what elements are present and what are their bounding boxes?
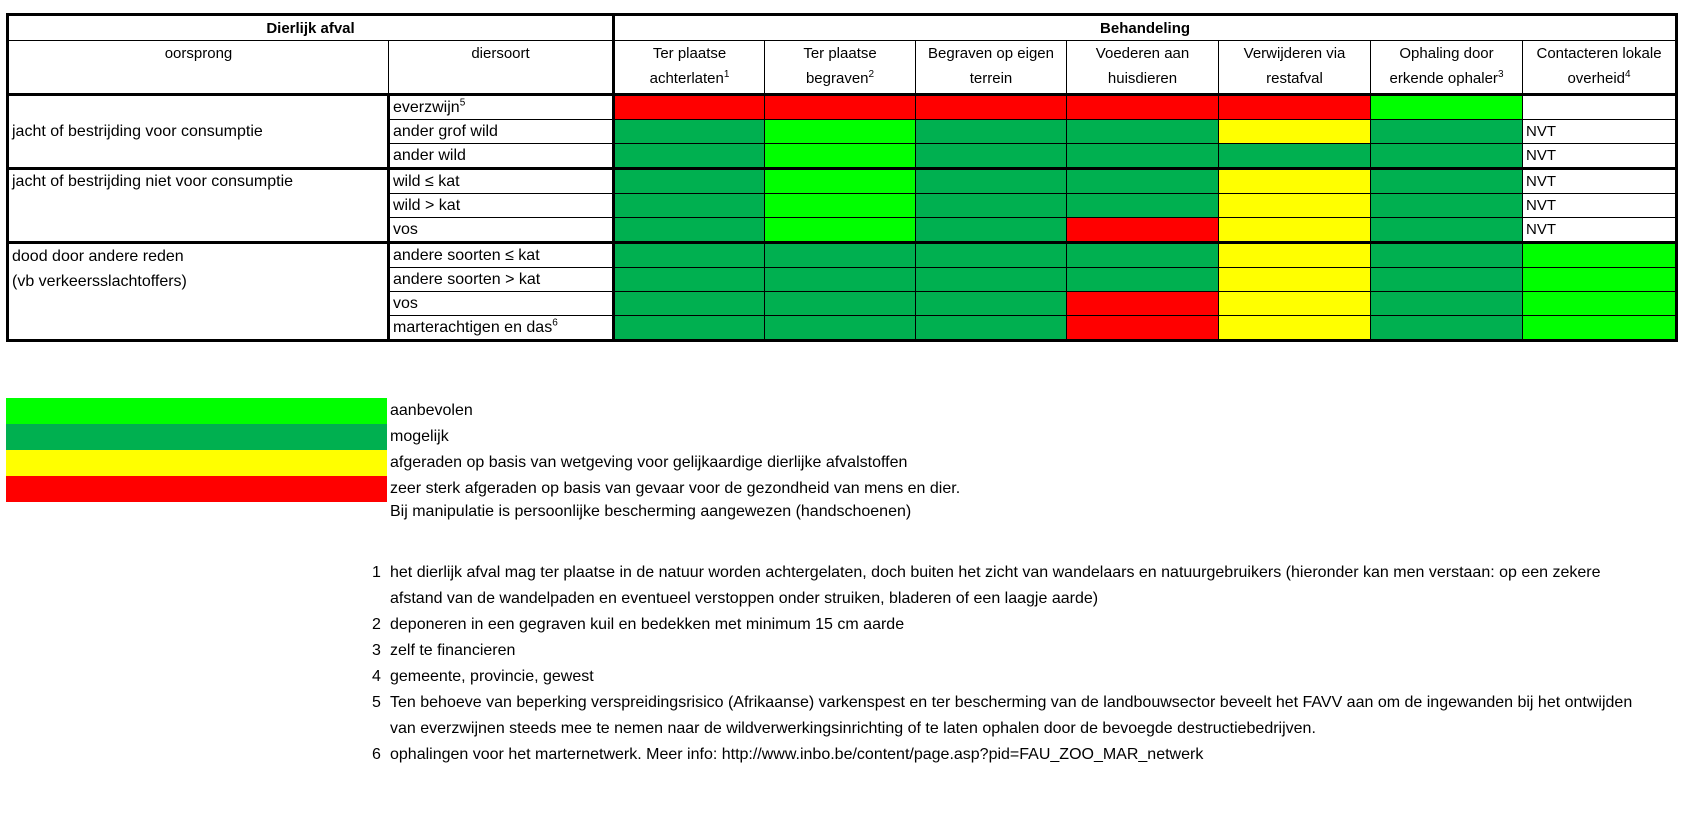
rating-cell [1371, 120, 1523, 144]
rating-cell [1067, 169, 1219, 194]
footnote-item [372, 664, 1640, 690]
rating-cell [1067, 243, 1219, 268]
rating-cell [1523, 292, 1677, 316]
rating-cell [1523, 316, 1677, 341]
footnote-number: 6 [372, 746, 381, 763]
legend-label: mogelijk [390, 428, 449, 445]
footnote-text: Ten behoeve van beperking verspreidingsrisico (Afrikaanse) varkenspest en ter bescherming van de landbouwsector beveelt het FAVV aan om de ingewanden bij het ontwijden van everzwijnen steeds mee te nemen naar de wildverwerkingsinrichting of te laten ophalen door de bevoegde destructiebedrijven. [390, 694, 1633, 737]
rating-cell [1523, 95, 1677, 120]
col-header-treatment: Ter plaatse achterlaten$^1$ [614, 41, 765, 95]
table-row [8, 95, 1677, 120]
legend-item [6, 398, 960, 424]
rating-cell [765, 316, 916, 341]
legend-note: Bij manipulatie is persoonlijke bescherming aangewezen (handschoenen) [390, 503, 912, 520]
rating-cell [1371, 95, 1523, 120]
rating-cell [765, 292, 916, 316]
rating-cell: NVT [1523, 194, 1677, 218]
rating-cell [765, 95, 916, 120]
rating-cell [1067, 218, 1219, 243]
species-cell: marterachtigen en das$^6$ [389, 316, 614, 341]
footnote-marker: 3 [1497, 69, 1504, 80]
species-cell: wild ≤ kat [389, 169, 614, 194]
species-cell: andere soorten > kat [389, 268, 614, 292]
footnote-text: gemeente, provincie, gewest [390, 668, 594, 685]
rating-cell [1067, 292, 1219, 316]
table-row [8, 243, 1677, 268]
rating-cell [614, 120, 765, 144]
footnote-item [372, 690, 1640, 742]
footnote-number: 2 [372, 616, 381, 633]
table-row [8, 169, 1677, 194]
rating-cell [765, 194, 916, 218]
rating-cell: NVT [1523, 120, 1677, 144]
rating-cell [916, 316, 1067, 341]
footnote-text: zelf te financieren [390, 642, 516, 659]
rating-cell [1219, 292, 1371, 316]
species-cell: andere soorten ≤ kat [389, 243, 614, 268]
legend-label: aanbevolen [390, 402, 473, 419]
rating-cell [614, 194, 765, 218]
legend-item [6, 476, 960, 502]
rating-cell [1371, 144, 1523, 169]
rating-cell [1219, 144, 1371, 169]
col-header-treatment: Ter plaatse begraven$^2$ [765, 41, 916, 95]
species-cell: vos [389, 218, 614, 243]
footnote-marker: 2 [868, 69, 875, 80]
col-header-treatment: Voederen aan huisdieren [1067, 41, 1219, 95]
rating-cell [765, 120, 916, 144]
origin-cell: dood door andere reden (vb verkeersslachtoffers) [8, 243, 389, 341]
legend-swatch [6, 476, 387, 502]
col-header-treatment: Verwijderen via restafval [1219, 41, 1371, 95]
rating-cell [1219, 268, 1371, 292]
rating-cell [765, 144, 916, 169]
rating-cell [1067, 144, 1219, 169]
rating-cell [1067, 95, 1219, 120]
col-header-treatment: Contacteren lokale overheid$^4$ [1523, 41, 1677, 95]
legend-label: zeer sterk afgeraden op basis van gevaar voor de gezondheid van mens en dier. [390, 480, 961, 497]
rating-cell [614, 268, 765, 292]
col-header-diersoort: diersoort [389, 41, 614, 95]
legend-swatch [6, 450, 387, 476]
rating-cell [765, 218, 916, 243]
footnote-item [372, 742, 1640, 768]
rating-cell [916, 95, 1067, 120]
rating-cell [614, 144, 765, 169]
rating-cell [916, 144, 1067, 169]
group-header-behandeling: Behandeling [614, 15, 1677, 41]
rating-cell [1371, 169, 1523, 194]
rating-cell [1067, 316, 1219, 341]
rating-cell [1067, 194, 1219, 218]
treatment-matrix [6, 13, 1678, 342]
rating-cell [916, 243, 1067, 268]
col-header-oorsprong: oorsprong [8, 41, 389, 95]
rating-cell [916, 268, 1067, 292]
rating-cell [916, 218, 1067, 243]
footnote-marker: 4 [1625, 69, 1631, 80]
footnote-number: 5 [372, 694, 381, 711]
rating-cell [614, 316, 765, 341]
rating-cell [614, 243, 765, 268]
rating-cell [1523, 243, 1677, 268]
rating-cell [1371, 292, 1523, 316]
footnotes [372, 560, 1640, 768]
col-header-treatment: Begraven op eigen terrein [916, 41, 1067, 95]
rating-cell [765, 243, 916, 268]
rating-cell [614, 169, 765, 194]
legend-label: afgeraden op basis van wetgeving voor gelijkaardige dierlijke afvalstoffen [390, 454, 908, 471]
rating-cell [916, 194, 1067, 218]
footnote-marker: 6 [552, 317, 558, 329]
rating-cell [1371, 194, 1523, 218]
rating-cell [1371, 316, 1523, 341]
rating-cell [614, 218, 765, 243]
footnote-text: ophalingen voor het marternetwerk. Meer info: http://www.inbo.be/content/page.asp?pid=FAU_ZOO_MAR_netwerk [390, 746, 1204, 763]
legend-item [6, 424, 960, 450]
rating-cell [1371, 218, 1523, 243]
rating-cell [1219, 243, 1371, 268]
rating-cell [1067, 268, 1219, 292]
species-cell: ander grof wild [389, 120, 614, 144]
group-header-dierlijk-afval: Dierlijk afval [8, 15, 614, 41]
rating-cell: NVT [1523, 218, 1677, 243]
rating-cell: NVT [1523, 144, 1677, 169]
rating-cell [1219, 316, 1371, 341]
legend-item [6, 450, 960, 476]
rating-cell [1371, 243, 1523, 268]
species-cell: everzwijn$^5$ [389, 95, 614, 120]
rating-cell [1219, 120, 1371, 144]
legend-swatch [6, 424, 387, 450]
rating-cell [614, 95, 765, 120]
rating-cell [765, 169, 916, 194]
footnote-item [372, 560, 1640, 612]
footnote-item [372, 612, 1640, 638]
rating-cell [1219, 194, 1371, 218]
rating-cell [1219, 218, 1371, 243]
footnote-text: deponeren in een gegraven kuil en bedekken met minimum 15 cm aarde [390, 616, 905, 633]
footnote-number: 4 [372, 668, 381, 685]
col-header-treatment: Ophaling door erkende ophaler$^3$ [1371, 41, 1523, 95]
species-cell: wild > kat [389, 194, 614, 218]
rating-cell: NVT [1523, 169, 1677, 194]
rating-cell [1219, 169, 1371, 194]
rating-cell [1523, 268, 1677, 292]
footnote-number: 3 [372, 642, 381, 659]
species-cell: vos [389, 292, 614, 316]
footnote-marker: 1 [723, 69, 730, 80]
rating-cell [916, 169, 1067, 194]
origin-cell: jacht of bestrijding voor consumptie [8, 95, 389, 169]
rating-cell [916, 120, 1067, 144]
footnote-marker: 5 [459, 97, 466, 109]
legend-swatch [6, 398, 387, 424]
rating-cell [765, 268, 916, 292]
footnote-number: 1 [372, 564, 381, 581]
legend [6, 398, 960, 502]
rating-cell [1219, 95, 1371, 120]
rating-cell [614, 292, 765, 316]
origin-cell: jacht of bestrijding niet voor consumptie [8, 169, 389, 243]
footnote-text: het dierlijk afval mag ter plaatse in de natuur worden achtergelaten, doch buiten het zicht van wandelaars en natuurgebruikers (hieronder kan men verstaan: op een zekere afstand van de wandelpaden en eventueel verstoppen onder struiken, bladeren of een laagje aarde) [390, 564, 1601, 607]
rating-cell [1067, 120, 1219, 144]
rating-cell [916, 292, 1067, 316]
footnote-item [372, 638, 1640, 664]
species-cell: ander wild [389, 144, 614, 169]
rating-cell [1371, 268, 1523, 292]
